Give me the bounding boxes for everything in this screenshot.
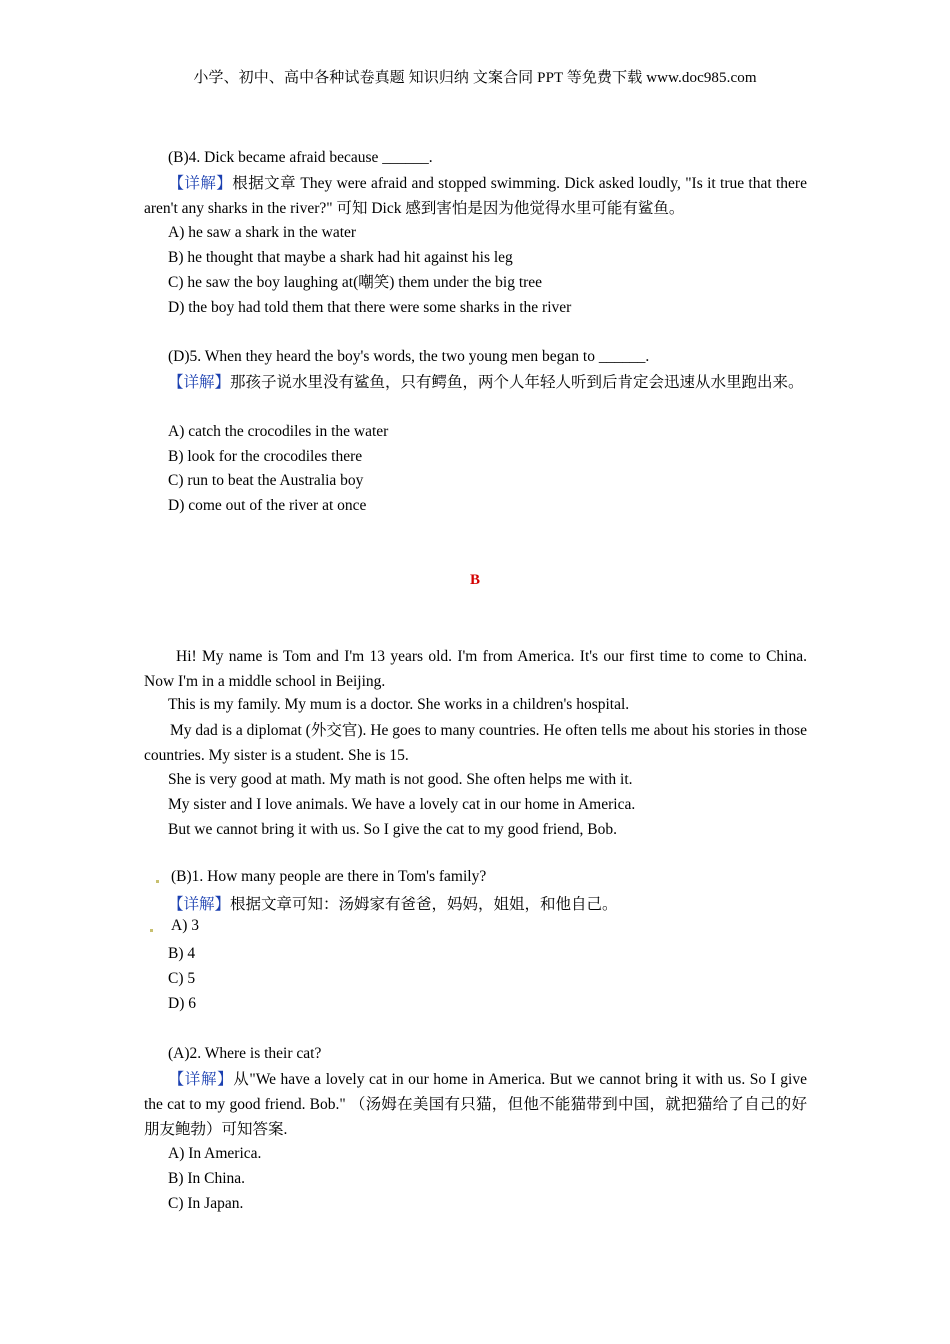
passage-text: Hi! My name is Tom and I'm 13 years old. I'm from America. It's our first time to come to China. Now I'm in a middle school in Beijing.: [144, 648, 807, 690]
passage-text: My dad is a diplomat (外交官). He goes to many countries. He often tells me about his stories in those countries. My sister is a student. She is 15.: [144, 722, 807, 764]
detail-text: 根据文章 They were afraid and stopped swimming. Dick asked loudly, "Is it true that there aren't any sharks in the river?" 可知 Dick 感到害怕是因为他觉得水里可能有鲨鱼。: [144, 175, 807, 217]
detail-tag: 【详解】: [168, 896, 231, 913]
question-1-option-a: A) 3: [171, 917, 199, 934]
question-2-option-c: C) In Japan.: [168, 1195, 244, 1212]
question-4-stem: (B)4. Dick became afraid because ______.: [168, 149, 433, 166]
passage-paragraph-4: She is very good at math. My math is not good. She often helps me with it.: [168, 771, 633, 788]
decorative-dot: [156, 880, 159, 883]
question-2-stem: (A)2. Where is their cat?: [168, 1045, 322, 1062]
question-4-option-d: D) the boy had told them that there were some sharks in the river: [168, 299, 572, 316]
detail-text: 从"We have a lovely cat in our home in America. But we cannot bring it with us. So I give the cat to my good friend. Bob." （汤姆在美国有只猫，但他不能猫带到中国，就把猫给了自己的好朋友鲍勃）可知答案.: [144, 1071, 807, 1138]
question-1-detail: [144, 892, 807, 917]
section-b-title: B: [469, 572, 480, 588]
question-5-option-b: B) look for the crocodiles there: [168, 448, 363, 465]
detail-text: 那孩子说水里没有鲨鱼，只有鳄鱼，两个人年轻人听到后肯定会迅速从水里跑出来。: [230, 374, 804, 391]
decorative-dot: [150, 929, 153, 932]
detail-tag: 【详解】: [168, 374, 231, 391]
detail-text: 根据文章可知：汤姆家有爸爸，妈妈，姐姐，和他自己。: [230, 896, 618, 913]
detail-tag: 【详解】: [168, 175, 233, 192]
question-4-detail: [144, 171, 807, 221]
passage-paragraph-5: My sister and I love animals. We have a lovely cat in our home in America.: [168, 796, 636, 813]
question-2-option-b: B) In China.: [168, 1170, 246, 1187]
question-2-option-a: A) In America.: [168, 1145, 262, 1162]
page-header: 小学、初中、高中各种试卷真题 知识归纳 文案合同 PPT 等免费下载 www.doc985.com: [193, 70, 757, 86]
question-1-option-d: D) 6: [168, 995, 196, 1012]
question-5-stem: (D)5. When they heard the boy's words, the two young men began to ______.: [168, 348, 650, 365]
question-4-option-c: C) he saw the boy laughing at(嘲笑) them under the big tree: [168, 274, 543, 291]
passage-paragraph-2: This is my family. My mum is a doctor. She works in a children's hospital.: [168, 696, 630, 713]
question-2-detail: [144, 1067, 807, 1142]
question-1-option-b: B) 4: [168, 945, 196, 962]
question-1-stem: (B)1. How many people are there in Tom's family?: [171, 868, 487, 885]
question-5-option-d: D) come out of the river at once: [168, 497, 367, 514]
passage-paragraph-1: [144, 644, 807, 694]
question-4-option-a: A) he saw a shark in the water: [168, 224, 357, 241]
detail-tag: 【详解】: [168, 1071, 234, 1088]
question-4-option-b: B) he thought that maybe a shark had hit against his leg: [168, 249, 513, 266]
question-5-detail: [144, 370, 807, 395]
passage-paragraph-3: [144, 718, 807, 768]
passage-paragraph-6: But we cannot bring it with us. So I give the cat to my good friend, Bob.: [168, 821, 618, 838]
question-5-option-c: C) run to beat the Australia boy: [168, 472, 364, 489]
question-5-option-a: A) catch the crocodiles in the water: [168, 423, 389, 440]
question-1-option-c: C) 5: [168, 970, 196, 987]
